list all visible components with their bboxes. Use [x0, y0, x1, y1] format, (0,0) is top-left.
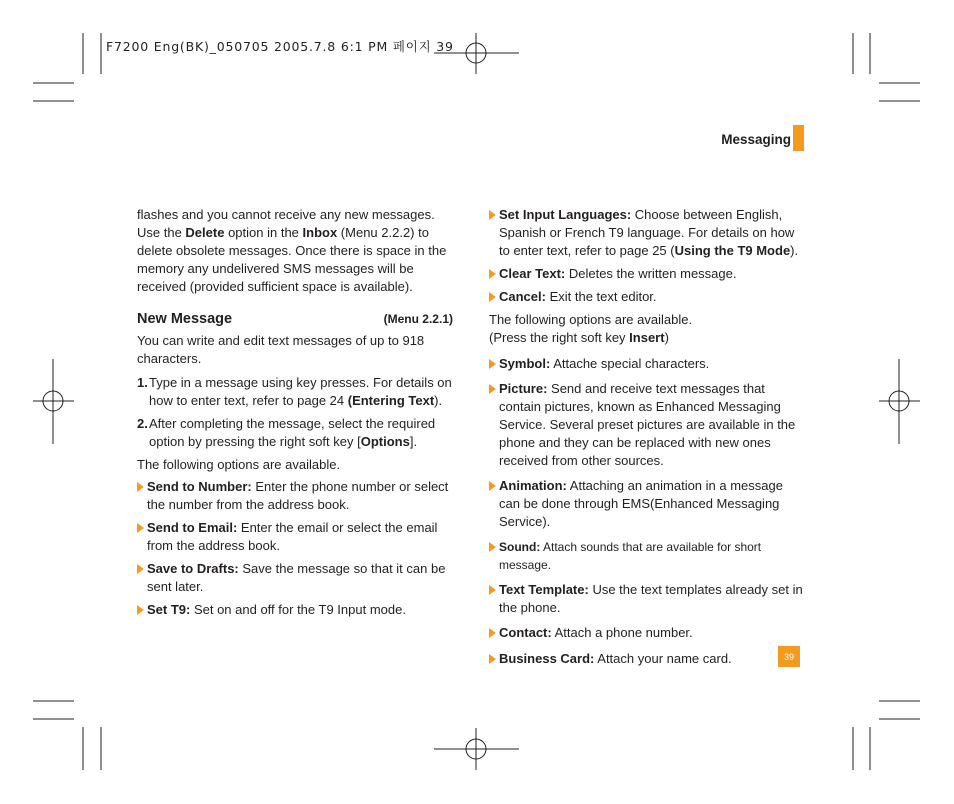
option-set-input-languages: Set Input Languages: Choose between English, Spanish or French T9 language. For details on how to enter text, refer to page 25 (Using the T9 Mode).	[489, 206, 807, 260]
bullet-arrow-icon	[137, 523, 144, 533]
section-heading	[137, 310, 453, 328]
insert-options-intro: The following options are available. (Press the right soft key Insert)	[489, 312, 693, 345]
bullet-arrow-icon	[489, 384, 496, 394]
bullet-arrow-icon	[489, 481, 496, 491]
option-symbol: Symbol: Attache special characters.	[489, 355, 807, 373]
print-slug: F7200 Eng(BK)_050705 2005.7.8 6:1 PM 페이지 39	[106, 39, 454, 54]
step-1: 1. Type in a message using key presses. For details on how to enter text, refer to page 24 (Entering Text).	[137, 375, 452, 408]
option-business-card: Business Card: Attach your name card.	[489, 650, 807, 668]
option-cancel: Cancel: Exit the text editor.	[489, 288, 807, 306]
option-clear-text: Clear Text: Deletes the written message.	[489, 265, 807, 283]
section-tab-marker	[793, 125, 804, 151]
bullet-arrow-icon	[489, 269, 496, 279]
right-column	[489, 206, 807, 668]
bullet-arrow-icon	[489, 585, 496, 595]
option-animation: Animation: Attaching an animation in a message can be done through EMS(Enhanced Messaging Service).	[489, 477, 807, 531]
option-set-t9: Set T9: Set on and off for the T9 Input mode.	[137, 601, 453, 619]
step-2: 2. After completing the message, select the required option by pressing the right soft key [Options].	[137, 416, 436, 449]
bullet-arrow-icon	[489, 210, 496, 220]
option-text-template: Text Template: Use the text templates already set in the phone.	[489, 581, 807, 617]
page-number: 39	[778, 646, 800, 667]
bullet-arrow-icon	[489, 628, 496, 638]
bullet-arrow-icon	[489, 359, 496, 369]
menu-reference: (Menu 2.2.1)	[383, 312, 453, 326]
option-picture: Picture: Send and receive text messages that contain pictures, known as Enhanced Messaging Service. Several preset pictures are available in the phone and they can be replaced with new ones received from other sources.	[489, 380, 807, 470]
bullet-arrow-icon	[489, 542, 496, 552]
option-send-to-email: Send to Email: Enter the email or select the email from the address book.	[137, 519, 453, 555]
bullet-arrow-icon	[137, 564, 144, 574]
section-title: New Message	[137, 311, 233, 327]
option-send-to-number: Send to Number: Enter the phone number or select the number from the address book.	[137, 478, 453, 514]
intro-paragraph: flashes and you cannot receive any new messages. Use the Delete option in the Inbox (Menu 2.2.2) to delete obsolete messages. Once there is space in the memory any undelivered SMS messages will be received (provided sufficient space is available).	[137, 207, 447, 294]
option-contact: Contact: Attach a phone number.	[489, 624, 807, 642]
option-save-to-drafts: Save to Drafts: Save the message so that it can be sent later.	[137, 560, 453, 596]
section-header-title: Messaging	[721, 132, 791, 147]
options-intro: The following options are available.	[137, 457, 341, 472]
bullet-arrow-icon	[489, 654, 496, 664]
section-description: You can write and edit text messages of up to 918 characters.	[137, 333, 425, 366]
bullet-arrow-icon	[137, 605, 144, 615]
bullet-arrow-icon	[489, 292, 496, 302]
option-sound: Sound: Attach sounds that are available for short message.	[489, 538, 807, 574]
left-column	[137, 206, 453, 619]
bullet-arrow-icon	[137, 482, 144, 492]
